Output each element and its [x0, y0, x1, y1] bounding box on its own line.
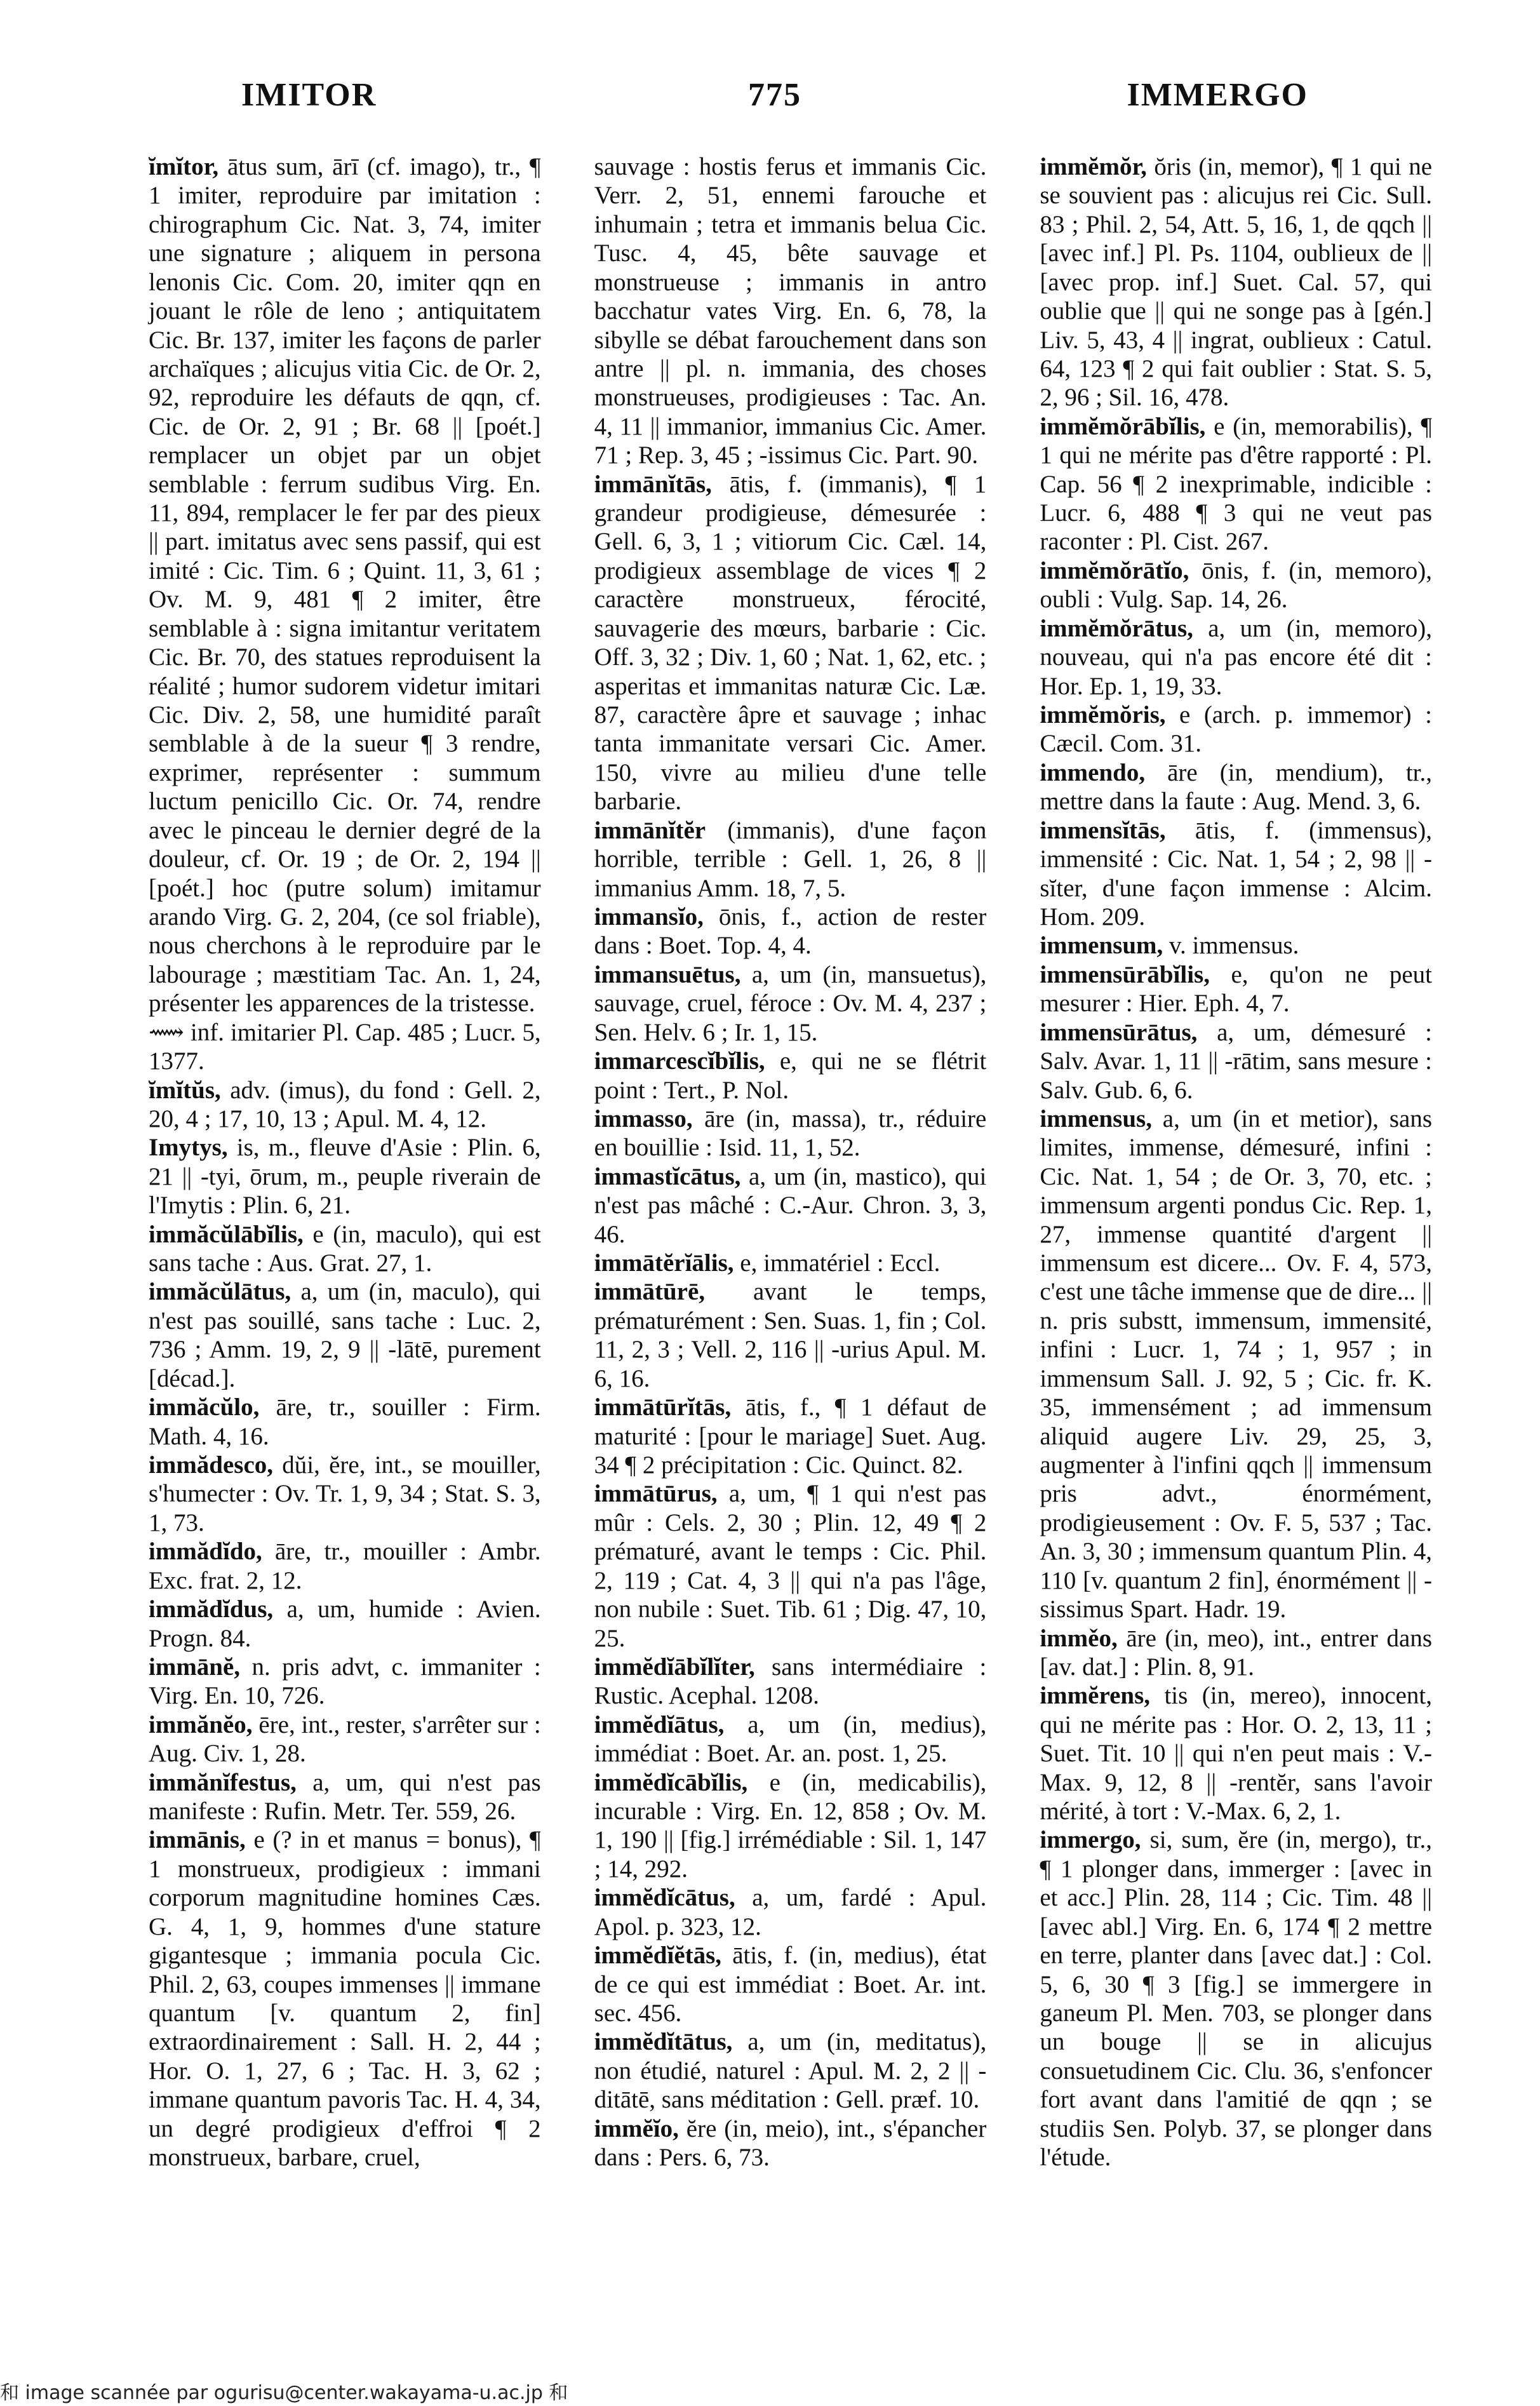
entry-headword: immensūrābĭlis, — [1040, 960, 1210, 988]
entry-definition: ātus sum, ārī (cf. imago), tr., ¶ 1 imiter, reproduire par imitation : chirographum Cic. Nat. 3, 74, imiter une signature ; aliquem in persona lenonis Cic. Com. 20, imiter qqn en jouant le rôle de leno ; antiquitatem Cic. Br. 137, imiter les façons de parler archaïques ; alicujus vitia Cic. de Or. 2, 92, reproduire les défauts de qqn, cf. Cic. de Or. 2, 91 ; Br. 68 || [poét.] remplacer un objet par un objet semblable : ferrum sudibus Virg. En. 11, 894, remplacer le fer par des pieux || part. imitatus avec sens passif, qui est imité : Cic. Tim. 6 ; Quint. 11, 3, 61 ; Ov. M. 9, 481 ¶ 2 imiter, être semblable à : signa imitantur veritatem Cic. Br. 70, des statues reproduisent la réalité ; humor sudorem videtur imitari Cic. Div. 2, 58, une humidité paraît semblable à de la sueur ¶ 3 rendre, exprimer, représenter : summum luctum penicillo Cic. Or. 74, rendre avec le pinceau le dernier degré de la douleur, cf. Or. 19 ; de Or. 2, 194 || [poét.] hoc (putre solum) imitamur arando Virg. G. 2, 204, (ce sol friable), nous cherchons à le reproduire par le labourage ; mæstitiam Tac. An. 1, 24, présenter les apparences de la tristesse. — [149, 153, 541, 1018]
entry-definition: avant le temps, prématurément : Sen. Suas. 1, fin ; Col. 11, 2, 3 ; Vell. 2, 116 || -urius Apul. M. 6, 16. — [594, 1278, 987, 1392]
page-number: 775 — [748, 77, 801, 113]
entry-definition: is, m., fleuve d'Asie : Plin. 6, 21 || -tyi, ōrum, m., peuple riverain de l'Imytis : Plin. 6, 21. — [149, 1134, 541, 1220]
entry-definition: ātis, f. (immanis), ¶ 1 grandeur prodigieuse, démesurée : Gell. 6, 3, 1 ; vitiorum Cic. Cæl. 14, prodigieux assemblage de vices ¶ 2 caractère monstrueux, férocité, sauvagerie des mœurs, barbarie : Cic. Off. 3, 32 ; Div. 1, 60 ; Nat. 1, 62, etc. ; asperitas et immanitas naturæ Cic. Læ. 87, caractère âpre et sauvage ; inhac tanta immanitate versari Cic. Amer. 150, vivre au milieu d'une telle barbarie. — [594, 470, 987, 816]
entry-headword: immātūrĭtās, — [594, 1394, 732, 1421]
entry-definition: āre, tr., souiller : Firm. Math. 4, 16. — [149, 1394, 541, 1450]
entry-definition: e (? in et manus = bonus), ¶ 1 monstrueux, prodigieux : immani corporum magnitudine homines Cæs. G. 4, 1, 9, hommes d'une stature gigantesque ; immania pocula Cic. Phil. 2, 63, coupes immenses || immane quantum [v. quantum 2, fin] extraordinairement : Sall. H. 2, 44 ; Hor. O. 1, 27, 6 ; Tac. H. 3, 62 ; immane quantum pavoris Tac. H. 4, 34, un degré prodigieux d'effroi ¶ 2 monstrueux, barbare, cruel, — [149, 1826, 541, 2172]
dictionary-entry — [566, 1393, 987, 1479]
entry-headword: immendo, — [1040, 758, 1146, 786]
dictionary-entry — [1012, 1825, 1432, 2172]
dictionary-entry — [121, 1451, 541, 1537]
entry-definition: ōnis, f., action de rester dans : Boet. Top. 4, 4. — [594, 903, 987, 960]
dictionary-entry — [566, 1710, 987, 1768]
dictionary-entry — [566, 1768, 987, 1884]
dictionary-entry — [566, 1249, 987, 1277]
entry-headword: immĕmŏrātĭo, — [1040, 556, 1189, 584]
entry-definition: ātis, f. (in, medius), état de ce qui est immédiat : Boet. Ar. int. sec. 456. — [594, 1942, 987, 2027]
dictionary-entry — [566, 816, 987, 903]
entry-headword: immĕdĭātus, — [594, 1710, 725, 1738]
entry-headword: immĕdĭcātus, — [594, 1884, 735, 1912]
header-last-headword: IMMERGO — [1127, 77, 1308, 113]
entry-headword: immĕmŏrābĭlis, — [1040, 412, 1206, 440]
entry-definition: āre (in, massa), tr., réduire en bouillie : Isid. 11, 1, 52. — [594, 1105, 987, 1162]
entry-definition: a, um (in, mastico), qui n'est pas mâché : C.-Aur. Chron. 3, 3, 46. — [594, 1162, 987, 1248]
entry-headword: immasso, — [594, 1105, 693, 1132]
entry-definition: e (in, memorabilis), ¶ 1 qui ne mérite pas d'être rapporté : Pl. Cap. 56 ¶ 2 inexprimable, indicible : Lucr. 6, 488 ¶ 3 qui ne veut pas raconter : Pl. Cist. 267. — [1040, 412, 1433, 556]
dictionary-entry — [1012, 758, 1432, 816]
dictionary-entry — [1012, 152, 1432, 412]
entry-definition: e, qui ne se flétrit point : Tert., P. Nol. — [594, 1047, 987, 1104]
entry-headword: immensus, — [1040, 1105, 1152, 1132]
entry-definition: a, um (in, maculo), qui n'est pas souillé, sans tache : Luc. 2, 736 ; Amm. 19, 2, 9 || -lātē, purement [décad.]. — [149, 1278, 541, 1392]
entry-headword: immĕdĭābĭlĭter, — [594, 1653, 755, 1681]
dictionary-entry — [121, 1825, 541, 2172]
entry-headword: immĕdĭcābĭlis, — [594, 1768, 748, 1796]
dictionary-entry — [566, 1941, 987, 2027]
column-left — [121, 152, 541, 2325]
entry-headword: immarcescĭbĭlis, — [594, 1047, 765, 1075]
entry-headword: immădĭdo, — [149, 1538, 262, 1566]
entry-headword: immĕdĭĕtās, — [594, 1942, 722, 1970]
entry-definition: dŭi, ĕre, int., se mouiller, s'humecter : Ov. Tr. 1, 9, 34 ; Stat. S. 3, 1, 73. — [149, 1451, 541, 1536]
dictionary-entry — [1012, 614, 1432, 701]
entry-headword: Imytys, — [149, 1134, 228, 1162]
entry-definition: sauvage : hostis ferus et immanis Cic. Verr. 2, 51, ennemi farouche et inhumain ; tetra et immanis belua Cic. Tusc. 4, 45, bête sauvage et monstrueuse ; immanis in antro bacchatur vates Virg. En. 6, 78, la sibylle se débat farouchement dans son antre || pl. n. immania, des choses monstrueuses, prodigieuses : Tac. An. 4, 11 || immanior, immanius Cic. Amer. 71 ; Rep. 3, 45 ; -issimus Cic. Part. 90. — [594, 153, 987, 469]
dictionary-entry — [566, 960, 987, 1047]
entry-definition: a, um, démesuré : Salv. Avar. 1, 11 || -rātim, sans mesure : Salv. Gub. 6, 6. — [1040, 1018, 1433, 1104]
entry-definition: e, qu'on ne peut mesurer : Hier. Eph. 4, 7. — [1040, 960, 1433, 1018]
entry-definition: e (in, medicabilis), incurable : Virg. En. 12, 858 ; Ov. M. 1, 190 || [fig.] irrémédiable : Sil. 1, 147 ; 14, 292. — [594, 1768, 987, 1883]
dictionary-entry — [566, 903, 987, 960]
dictionary-entry — [1012, 816, 1432, 932]
entry-headword: immānĕ, — [149, 1653, 241, 1681]
entry-headword: immātĕrĭālis, — [594, 1249, 734, 1277]
dictionary-entry — [566, 1479, 987, 1653]
dictionary-entry — [121, 1018, 541, 1076]
dictionary-entry — [1012, 1681, 1432, 1825]
dictionary-entry — [566, 1653, 987, 1710]
dictionary-entry — [121, 1393, 541, 1451]
entry-definition: ŏris (in, memor), ¶ 1 qui ne se souvient pas : alicujus rei Cic. Sull. 83 ; Phil. 2, 54, Att. 5, 16, 1, de qqch || [avec inf.] Pl. Ps. 1104, oublieux de || [avec prop. inf.] Suet. Cal. 57, qui oublie que || qui ne songe pas à [gén.] Liv. 5, 43, 4 || ingrat, oublieux : Catul. 64, 123 ¶ 2 qui fait oublier : Stat. S. 5, 2, 96 ; Sil. 16, 478. — [1040, 153, 1433, 412]
entry-definition: a, um, ¶ 1 qui n'est pas mûr : Cels. 2, 30 ; Plin. 12, 49 ¶ 2 prématuré, avant le temps : Cic. Phil. 2, 119 ; Cat. 4, 3 || qui n'a pas l'âge, non nubile : Suet. Tib. 61 ; Dig. 47, 10, 25. — [594, 1480, 987, 1652]
entry-definition: a, um (in, medius), immédiat : Boet. Ar. an. post. 1, 25. — [594, 1710, 987, 1768]
entry-definition: ātis, f., ¶ 1 défaut de maturité : [pour le mariage] Suet. Aug. 34 ¶ 2 précipitation : Cic. Quinct. 82. — [594, 1394, 987, 1479]
header-first-headword: IMITOR — [241, 77, 377, 113]
entry-headword: immĕmŏris, — [1040, 701, 1166, 729]
entry-headword: immăcŭlābĭlis, — [149, 1220, 304, 1248]
entry-headword: immensūrātus, — [1040, 1018, 1198, 1046]
dictionary-entry — [121, 1220, 541, 1278]
dictionary-entry — [1012, 1105, 1432, 1624]
entry-headword: immăcŭlo, — [149, 1394, 260, 1421]
entry-definition: a, um, fardé : Apul. Apol. p. 323, 12. — [594, 1884, 987, 1940]
entry-headword: immensĭtās, — [1040, 816, 1166, 844]
scan-credit: 和 image scannée par ogurisu@center.wakayama-u.ac.jp 和 — [0, 2382, 568, 2404]
entry-headword: immātūrē, — [594, 1278, 706, 1306]
entry-definition: a, um, humide : Avien. Progn. 84. — [149, 1596, 541, 1652]
entry-definition: n. pris advt, c. immaniter : Virg. En. 10, 726. — [149, 1653, 541, 1710]
dictionary-entry — [566, 1162, 987, 1249]
entry-headword: immĕmŏrātus, — [1040, 614, 1193, 642]
dictionary-entry — [1012, 556, 1432, 614]
entry-headword: imměo, — [1040, 1624, 1118, 1652]
dictionary-entry — [121, 1537, 541, 1595]
entry-definition: (immanis), d'une façon horrible, terrible : Gell. 1, 26, 8 || immanius Amm. 18, 7, 5. — [594, 816, 987, 902]
entry-headword: immansĭo, — [594, 903, 704, 931]
entry-headword: immădesco, — [149, 1451, 274, 1479]
dictionary-entry — [566, 1047, 987, 1105]
entry-definition: ōnis, f. (in, memoro), oubli : Vulg. Sap. 14, 26. — [1040, 556, 1433, 614]
entry-definition: e, immatériel : Eccl. — [733, 1249, 941, 1277]
entry-definition: āre (in, mendium), tr., mettre dans la faute : Aug. Mend. 3, 6. — [1040, 758, 1433, 816]
column-right — [1012, 152, 1432, 2325]
entry-definition: a, um (in et metior), sans limites, immense, démesuré, infini : Cic. Nat. 1, 54 ; de Or. 3, 70, etc. ; immensum argenti pondus Cic. Rep. 1, 27, immense quantité d'argent || immensum est dicere... Ov. F. 4, 573, c'est une tâche immense que de dire... || n. pris substt, immensum, immensité, infini : Lucr. 1, 74 ; 1, 957 ; in immensum Sall. J. 92, 5 ; Cic. fr. K. 35, immensément ; ad immensum aliquid augere Liv. 29, 25, 3, augmenter à l'infini qqch || immensum pris advt., énormément, prodigieusement : Ov. F. 5, 537 ; Tac. An. 3, 30 ; immensum quantum Plin. 4, 110 [v. quantum 2 fin], énormément || -sissimus Spart. Hadr. 19. — [1040, 1105, 1433, 1623]
dictionary-entry — [121, 1133, 541, 1220]
entry-definition: a, um (in, mansuetus), sauvage, cruel, féroce : Ov. M. 4, 237 ; Sen. Helv. 6 ; Ir. 1, 15. — [594, 960, 987, 1046]
entry-definition: sans intermédiaire : Rustic. Acephal. 1208. — [594, 1653, 987, 1710]
dictionary-entry — [566, 152, 987, 470]
entry-definition: v. immensus. — [1163, 932, 1299, 960]
entry-headword: immānis, — [149, 1826, 246, 1854]
dictionary-entry — [121, 152, 541, 1018]
entry-definition: a, um (in, memoro), nouveau, qui n'a pas encore été dit : Hor. Ep. 1, 19, 33. — [1040, 614, 1433, 700]
entry-headword: immastĭcātus, — [594, 1162, 741, 1190]
dictionary-entry — [1012, 960, 1432, 1018]
entry-headword: ĭmĭtŭs, — [149, 1076, 221, 1104]
dictionary-entry — [121, 1595, 541, 1653]
page-header — [241, 76, 1308, 133]
entry-headword: immĕmŏr, — [1040, 153, 1147, 180]
dictionary-entry — [566, 2114, 987, 2172]
entry-headword: immātūrus, — [594, 1480, 718, 1508]
entry-headword: immăcŭlātus, — [149, 1278, 291, 1306]
dictionary-entry — [566, 1277, 987, 1393]
entry-definition: tis (in, mereo), innocent, qui ne mérite pas : Hor. O. 2, 13, 11 ; Suet. Tit. 10 || qui n'en peut mais : V.-Max. 9, 12, 8 || -rentĕr, sans l'avoir mérité, à tort : V.-Max. 6, 2, 1. — [1040, 1682, 1433, 1825]
dictionary-entry — [1012, 701, 1432, 758]
column-middle — [566, 152, 987, 2325]
entry-headword: immĕrens, — [1040, 1682, 1150, 1710]
entry-headword: immānĭtās, — [594, 470, 712, 498]
dictionary-entry — [121, 1653, 541, 1710]
entry-definition: a, um, qui n'est pas manifeste : Rufin. Metr. Ter. 559, 26. — [149, 1768, 541, 1825]
entry-definition: āre (in, meo), int., entrer dans [av. dat.] : Plin. 8, 91. — [1040, 1624, 1433, 1681]
dictionary-entry — [1012, 412, 1432, 556]
dictionary-entry — [121, 1768, 541, 1826]
entry-headword: immansuētus, — [594, 960, 741, 988]
dictionary-entry — [566, 1883, 987, 1941]
entry-definition: adv. (imus), du fond : Gell. 2, 20, 4 ; 17, 10, 13 ; Apul. M. 4, 12. — [149, 1076, 541, 1132]
dictionary-entry — [121, 1710, 541, 1768]
text-columns — [121, 152, 1432, 2325]
dictionary-entry — [1012, 931, 1432, 960]
dictionary-entry — [566, 2027, 987, 2114]
entry-definition: ĕre (in, meio), int., s'épancher dans : Pers. 6, 73. — [594, 2114, 987, 2172]
entry-definition: si, sum, ĕre (in, mergo), tr., ¶ 1 plonger dans, immerger : [avec in et acc.] Plin. 28, 114 ; Cic. Tim. 48 || [avec abl.] Virg. En. 6, 174 ¶ 2 mettre en terre, planter dans [avec dat.] : Col. 5, 6, 30 ¶ 3 [fig.] se immergere in ganeum Pl. Men. 703, se plonger dans un bouge || se in alicujus consuetudinem Cic. Clu. 36, s'enfoncer fort avant dans l'amitié de qqn ; se studiis Sen. Polyb. 37, se plonger dans l'étude. — [1040, 1826, 1433, 2172]
entry-headword: immĕdĭtātus, — [594, 2028, 733, 2056]
entry-definition: e (in, maculo), qui est sans tache : Aus. Grat. 27, 1. — [149, 1220, 541, 1277]
entry-headword: immergo, — [1040, 1826, 1141, 1854]
dictionary-entry — [121, 1076, 541, 1134]
dictionary-entry — [566, 1105, 987, 1162]
dictionary-entry — [1012, 1624, 1432, 1682]
entry-headword: ĭmĭtor, — [149, 153, 219, 180]
dictionary-entry — [121, 1277, 541, 1393]
entry-headword: immănĭfestus, — [149, 1768, 297, 1796]
entry-definition: e (arch. p. immemor) : Cæcil. Com. 31. — [1040, 701, 1433, 758]
entry-definition: a, um (in, meditatus), non étudié, naturel : Apul. M. 2, 2 || -ditātē, sans méditation : Gell. præf. 10. — [594, 2028, 987, 2114]
entry-headword: immĕĭo, — [594, 2114, 679, 2142]
entry-definition: ēre, int., rester, s'arrêter sur : Aug. Civ. 1, 28. — [149, 1710, 541, 1768]
entry-headword: immănĕo, — [149, 1710, 253, 1738]
dictionary-entry — [566, 470, 987, 816]
entry-definition: ātis, f. (immensus), immensité : Cic. Nat. 1, 54 ; 2, 98 || -sĭter, d'une façon immense : Alcim. Hom. 209. — [1040, 816, 1433, 931]
entry-headword: immānĭtĕr — [594, 816, 706, 844]
entry-definition: āre, tr., mouiller : Ambr. Exc. frat. 2, 12. — [149, 1538, 541, 1594]
dictionary-entry — [1012, 1018, 1432, 1105]
entry-headword: immensum, — [1040, 932, 1163, 960]
entry-definition: ⟿ inf. imitarier Pl. Cap. 485 ; Lucr. 5, 1377. — [149, 1018, 541, 1075]
entry-headword: immădĭdus, — [149, 1596, 274, 1623]
